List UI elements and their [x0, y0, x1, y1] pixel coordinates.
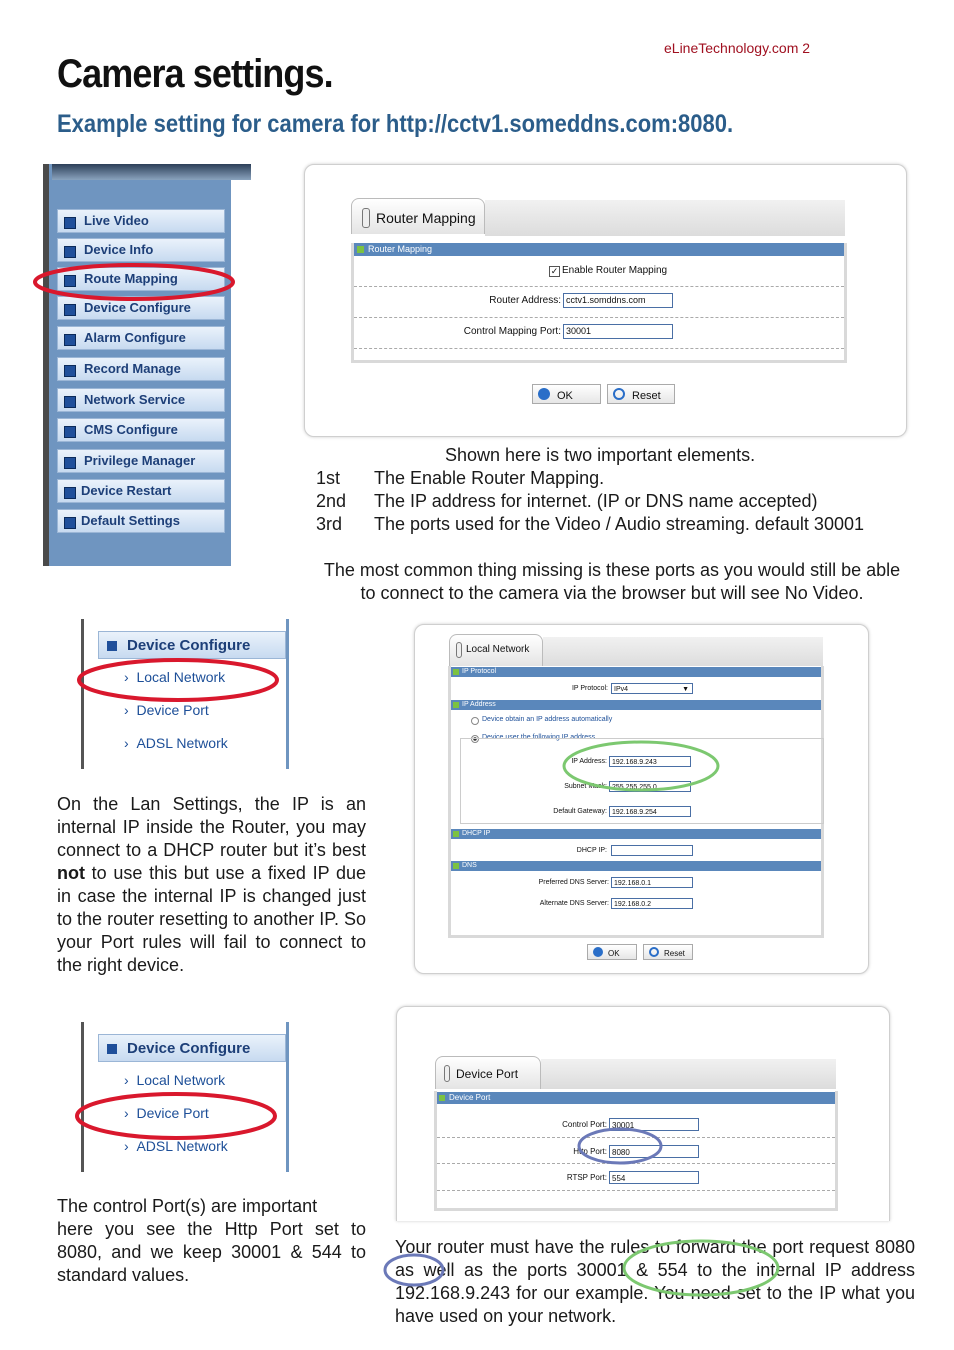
tab-label: Device Port — [456, 1067, 519, 1081]
http-port-input[interactable]: 8080 — [609, 1145, 699, 1158]
bullet-icon — [64, 217, 76, 229]
submenu-item-local-network[interactable]: › Local Network — [124, 669, 226, 685]
enable-checkbox[interactable]: ✓ — [550, 266, 559, 276]
row-text: The ports used for the Video / Audio streaming. default 30001 — [374, 514, 864, 534]
tab-device-port[interactable] — [435, 1056, 541, 1089]
radio-auto[interactable] — [471, 717, 479, 725]
tab-icon — [444, 1065, 450, 1082]
preferred-dns-label: Preferred DNS Server: — [538, 879, 609, 886]
bullet-icon — [64, 487, 76, 499]
lan-text-part1: On the Lan Settings, the IP is an internal IP inside the Router, you may connect to a DHCP router but it’s best — [57, 794, 366, 860]
divider — [437, 1163, 835, 1164]
tab-label: Router Mapping — [376, 210, 476, 226]
submenu-item-adsl-network[interactable]: › ADSL Network — [124, 1138, 228, 1154]
submenu-item-device-port[interactable]: › Device Port — [124, 702, 209, 718]
elements-row-3 — [316, 513, 864, 536]
router-address-input[interactable]: cctv1.somddns.com — [563, 293, 673, 308]
local-network-panel — [414, 624, 869, 974]
page-title: Camera settings. — [57, 52, 333, 96]
sidebar-item-device-info[interactable] — [57, 238, 225, 262]
bullet-icon — [64, 517, 76, 529]
local-network-form — [448, 666, 824, 938]
reset-icon — [613, 388, 625, 400]
ip-protocol-value: IPv4 — [614, 686, 629, 693]
control-mapping-port-label: Control Mapping Port: — [463, 326, 561, 337]
section-bar-dhcp — [451, 829, 821, 839]
router-mapping-panel — [304, 164, 907, 437]
divider — [354, 286, 844, 287]
rtsp-port-input[interactable]: 554 — [609, 1171, 699, 1184]
section-label: Device Port — [449, 1093, 491, 1102]
section-label: Router Mapping — [368, 244, 433, 254]
sidebar-item-live-video[interactable] — [57, 209, 225, 233]
sidebar-item-label: Device Configure — [84, 300, 191, 315]
router-form — [351, 243, 847, 363]
control-mapping-port-input[interactable]: 30001 — [563, 324, 673, 339]
submenu-item-label: ADSL Network — [136, 735, 228, 751]
row-number: 1st — [316, 468, 341, 488]
section-label: IP Protocol — [462, 668, 497, 675]
submenu-item-local-network[interactable]: › Local Network — [124, 1072, 226, 1088]
section-bar-dns — [451, 861, 821, 871]
sidebar-items — [47, 164, 235, 566]
sidebar-item-network-service[interactable] — [57, 388, 225, 412]
lan-text-bold: not — [57, 863, 85, 883]
row-number: 3rd — [316, 514, 343, 534]
ip-protocol-select[interactable] — [611, 683, 693, 694]
http-port-label: Http Port: — [573, 1147, 607, 1156]
lan-settings-text — [57, 793, 366, 977]
bullet-icon — [64, 426, 76, 438]
site-name: eLineTechnology.com 2 — [664, 40, 811, 56]
chevron-down-icon: ▼ — [682, 686, 689, 693]
bullet-icon — [64, 334, 76, 346]
row-text: The Enable Router Mapping. — [374, 468, 605, 488]
arrow-icon — [453, 702, 459, 708]
lan-text-part2: to use this but use a fixed IP due in case the internal IP is changed just to the router resetting to another IP. So your Port rules will fail to connect to the right device. — [57, 863, 366, 975]
bullet-icon — [64, 365, 76, 377]
preferred-dns-input[interactable]: 192.168.0.1 — [611, 877, 693, 888]
device-configure-submenu-2 — [81, 1022, 289, 1172]
subnet-mask-input[interactable]: 255.255.255.0 — [609, 781, 691, 792]
tab-icon — [362, 208, 370, 228]
bullet-icon — [107, 641, 117, 651]
sidebar-item-alarm-configure[interactable] — [57, 326, 225, 350]
dhcp-ip-input[interactable] — [611, 845, 693, 856]
default-gateway-label: Default Gateway: — [553, 808, 607, 815]
sidebar-item-record-manage[interactable] — [57, 357, 225, 381]
tab-strip — [541, 1059, 836, 1089]
subnet-mask-label: Subnet Mask: — [564, 783, 607, 790]
sidebar-item-cms-configure[interactable] — [57, 418, 225, 442]
dhcp-ip-label: DHCP IP: — [576, 847, 607, 854]
tab-router-mapping[interactable] — [351, 198, 485, 234]
section-bar — [354, 243, 844, 256]
reset-button[interactable] — [643, 944, 693, 960]
submenu-head-label: Device Configure — [127, 1040, 251, 1057]
default-gateway-input[interactable]: 192.168.9.254 — [609, 806, 691, 817]
sidebar-item-label: Alarm Configure — [84, 330, 186, 345]
enable-router-mapping-label: Enable Router Mapping — [562, 265, 668, 276]
divider — [354, 317, 844, 318]
sidebar-item-label: Record Manage — [84, 361, 181, 376]
submenu-item-adsl-network[interactable]: › ADSL Network — [124, 735, 228, 751]
alternate-dns-label: Alternate DNS Server: — [539, 900, 609, 907]
reset-label: Reset — [632, 390, 661, 402]
ip-address-label: IP Address: — [571, 758, 607, 765]
bullet-icon — [64, 396, 76, 408]
page-subtitle: Example setting for camera for http://cctv1.someddns.com:8080. — [57, 110, 734, 138]
submenu-item-label: ADSL Network — [136, 1138, 228, 1154]
arrow-icon — [357, 246, 364, 253]
bullet-icon — [64, 246, 76, 258]
tab-strip — [485, 200, 845, 236]
section-label: DHCP IP — [462, 830, 491, 837]
reset-label: Reset — [664, 949, 685, 958]
check-icon — [593, 947, 603, 957]
tab-icon — [456, 642, 462, 658]
ok-button[interactable] — [587, 944, 637, 960]
sidebar-item-label: Device Restart — [81, 483, 172, 498]
device-port-form — [434, 1091, 838, 1211]
control-port-input[interactable]: 30001 — [609, 1118, 699, 1131]
sidebar-item-privilege-manager[interactable] — [57, 449, 225, 473]
submenu-item-label: Device Port — [136, 1105, 209, 1121]
elements-row-1 — [316, 467, 604, 490]
reset-button[interactable] — [607, 384, 675, 404]
sidebar-item-label: Default Settings — [81, 513, 180, 528]
router-address-label: Router Address: — [489, 295, 561, 306]
port-text-body: here you see the Http Port set to 8080, and we keep 30001 & 544 to standard values. — [57, 1219, 366, 1285]
ok-label: OK — [608, 949, 620, 958]
bullet-icon — [64, 275, 76, 287]
bullet-icon — [107, 1044, 117, 1054]
router-rules-text: Your router must have the rules to forward the port request 8080 as well as the ports 30001 & 554 to the internal IP address 192.168.9.243 for our example. You need set to the IP what you have used on your network. — [395, 1237, 915, 1326]
submenu-item-device-port[interactable]: › Device Port — [124, 1105, 209, 1121]
elements-note: The most common thing missing is these ports as you would still be able to connect to the camera via the browser but will see No Video. — [323, 560, 901, 603]
alternate-dns-input[interactable]: 192.168.0.2 — [611, 898, 693, 909]
sidebar-item-device-restart[interactable] — [57, 479, 225, 503]
sidebar-item-label: Network Service — [84, 392, 186, 407]
ip-address-input[interactable]: 192.168.9.243 — [609, 756, 691, 767]
arrow-icon — [453, 863, 459, 869]
check-icon — [538, 388, 550, 400]
sidebar-item-route-mapping[interactable] — [57, 267, 225, 291]
tab-label: Local Network — [466, 644, 530, 655]
elements-row-2 — [316, 490, 818, 513]
sidebar-item-device-configure[interactable] — [57, 296, 225, 320]
control-port-label: Control Port: — [562, 1120, 607, 1129]
arrow-icon — [439, 1095, 445, 1101]
section-label: IP Address — [462, 701, 496, 708]
divider — [437, 1137, 835, 1138]
sidebar-item-label: Route Mapping — [84, 271, 178, 286]
radio-manual-label: Device user the following IP address — [482, 734, 596, 741]
radio-auto-label: Device obtain an IP address automatically — [482, 716, 613, 723]
section-bar-ip-address — [451, 700, 821, 710]
tab-local-network[interactable] — [449, 634, 543, 666]
submenu-device-configure[interactable] — [98, 1034, 286, 1062]
device-port-panel — [396, 1006, 890, 1221]
submenu-head-label: Device Configure — [127, 637, 251, 654]
row-text: The IP address for internet. (IP or DNS name accepted) — [374, 491, 818, 511]
section-label: DNS — [462, 862, 477, 869]
submenu-item-label: Local Network — [136, 1072, 226, 1088]
submenu-item-label: Local Network — [136, 669, 226, 685]
tab-strip — [543, 637, 823, 667]
bullet-icon — [64, 304, 76, 316]
arrow-icon — [453, 669, 459, 675]
sidebar-item-label: Live Video — [84, 213, 149, 228]
reset-icon — [649, 947, 659, 957]
section-bar-ip-protocol — [451, 667, 821, 677]
section-bar — [437, 1092, 835, 1104]
bullet-icon — [64, 457, 76, 469]
rtsp-port-label: RTSP Port: — [566, 1173, 607, 1182]
sidebar-item-label: CMS Configure — [84, 422, 178, 437]
submenu-device-configure[interactable] — [98, 631, 286, 659]
sidebar-item-label: Privilege Manager — [84, 453, 196, 468]
device-configure-submenu — [81, 619, 289, 769]
arrow-icon — [453, 831, 459, 837]
ok-button[interactable] — [532, 384, 601, 404]
submenu-item-label: Device Port — [136, 702, 209, 718]
elements-intro: Shown here is two important elements. — [445, 445, 756, 465]
divider — [354, 348, 844, 349]
sidebar-item-default-settings[interactable] — [57, 509, 225, 533]
port-text-line1: The control Port(s) are important — [57, 1196, 318, 1216]
sidebar-item-label: Device Info — [84, 242, 154, 257]
ok-label: OK — [557, 390, 573, 402]
divider — [437, 1190, 835, 1191]
ip-protocol-label: IP Protocol: — [571, 685, 608, 692]
row-number: 2nd — [316, 491, 347, 511]
